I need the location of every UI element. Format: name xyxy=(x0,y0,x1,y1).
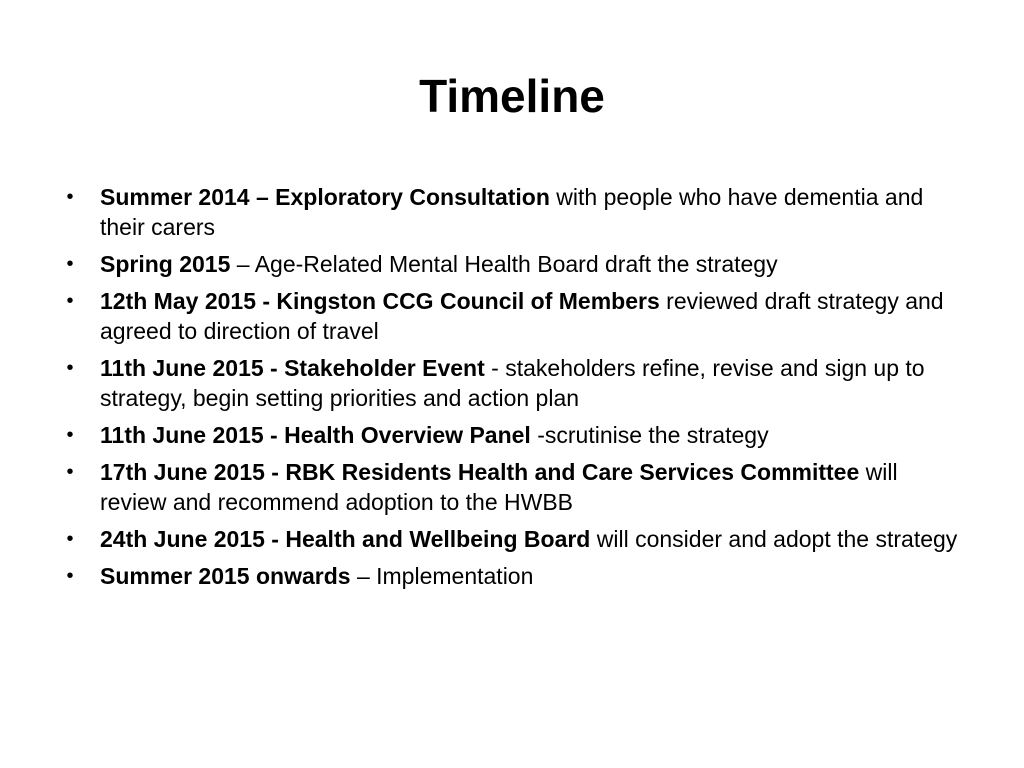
list-item xyxy=(60,286,960,346)
bullet-icon: • xyxy=(66,186,74,208)
bullet-icon: • xyxy=(66,290,74,312)
item-heading: 12th May 2015 - Kingston CCG Council of Members xyxy=(100,288,660,314)
bullet-icon: • xyxy=(66,253,74,275)
bullet-icon: • xyxy=(66,565,74,587)
list-item xyxy=(60,457,960,517)
item-heading: 11th June 2015 - Health Overview Panel xyxy=(100,422,531,448)
item-text: – Implementation xyxy=(350,563,534,589)
slide-title: Timeline xyxy=(419,70,605,122)
bullet-icon: • xyxy=(66,528,74,550)
item-text: -scrutinise the strategy xyxy=(530,422,769,448)
item-heading: 17th June 2015 - RBK Residents Health and Care Services Committee xyxy=(100,459,860,485)
list-item xyxy=(60,249,960,279)
item-heading: Spring 2015 xyxy=(100,251,231,277)
list-item xyxy=(60,420,960,450)
list-item xyxy=(60,353,960,413)
bullet-icon: • xyxy=(66,424,74,446)
item-text: will consider and adopt the strategy xyxy=(590,526,958,552)
list-item xyxy=(60,524,960,554)
item-heading: 24th June 2015 - Health and Wellbeing Board xyxy=(100,526,591,552)
list-item xyxy=(60,182,960,242)
item-text: reviewed draft strategy and agreed to direction of travel xyxy=(100,288,944,344)
list-item xyxy=(60,561,960,591)
item-heading: Summer 2014 – Exploratory Consultation xyxy=(100,184,550,210)
item-text: will review and recommend adoption to the HWBB xyxy=(100,459,898,515)
timeline-list xyxy=(60,182,960,598)
item-text: with people who have dementia and their carers xyxy=(100,184,924,240)
item-text: – Age-Related Mental Health Board draft the strategy xyxy=(230,251,778,277)
bullet-icon: • xyxy=(66,357,74,379)
item-heading: 11th June 2015 - Stakeholder Event xyxy=(100,355,485,381)
item-text: - stakeholders refine, revise and sign up to strategy, begin setting priorities and action plan xyxy=(100,355,925,411)
bullet-icon: • xyxy=(66,461,74,483)
item-heading: Summer 2015 onwards xyxy=(100,563,351,589)
